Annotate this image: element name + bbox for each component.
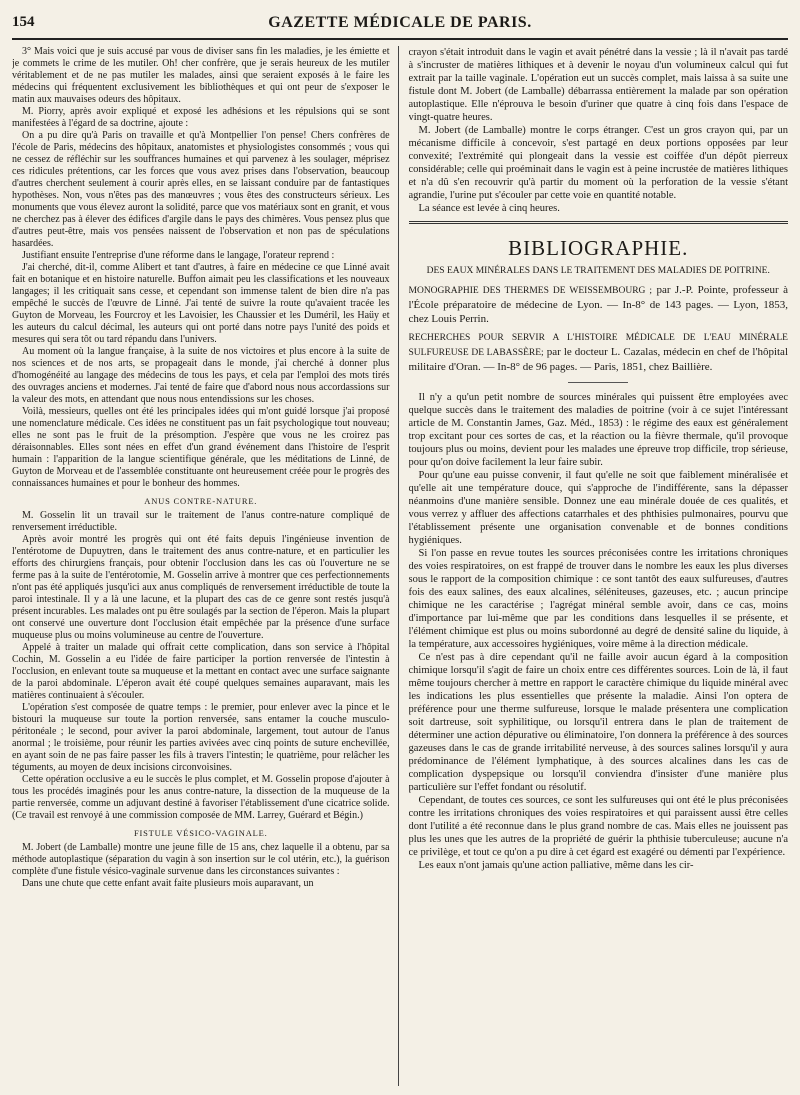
paragraph: Appelé à traiter un malade qui offrait cette complication, dans son service à l'hôpital Cochin, M. Gosselin a eu l'idée de faire participer la portion renversée de l'intestin à l'occlusion, en enlevant toute sa muqueuse et la mettant en contact avec une surface saignante de la paroi abdominale. L'éperon avait été coupé quelques semaines auparavant, mais les matières continuaient à s'écouler. — [12, 642, 390, 701]
paragraph: Il n'y a qu'un petit nombre de sources minérales qui puissent être employées avec quelque succès dans le traitement des maladies de poitrine (voir à ce sujet l'intéressant article de M. Constantin James, Gaz. Méd., 1853) : le régime des eaux est généralement trop excitant pour ces sortes de cas, et la réaction ou la fièvre thermale, qu'il provoque toujours plus ou moins, devient pour les malades une épreuve trop difficile, trop sérieuse, pour qu'on doive facilement la leur faire subir. — [408, 392, 788, 468]
paragraph: Pour qu'une eau puisse convenir, il faut qu'elle ne soit que faiblement minéralisée et qu'elle ait une température douce, qui s'approche de l'indifférente, sans la dépasser néanmoins d'une manière sensible. Donnez une eau minérale douée de ces qualités, et vous verrez y affluer des affections catarrhales et des phthisies pulmonaires, pourvu que l'établissement présente une organisation convenable et de bonnes conditions hygiéniques. — [408, 470, 788, 546]
paragraph: Justifiant ensuite l'entreprise d'une réforme dans le langage, l'orateur reprend : — [22, 250, 335, 261]
paragraph: Après avoir montré les progrès qui ont été faits depuis l'ingénieuse invention de l'entérotome de Dupuytren, dans le traitement des anus contre-nature, et en particulier les efforts des chirurgiens français, pour obtenir l'occlusion dans les cas où l'ouverture ne se ferme pas à la suite de l'entérotomie, M. Gosselin arrive à montrer que ces perfectionnements n'ont pas été appliqués jusqu'ici aux anus compliqués de renversement irréductible de toute la paroi intestinale. Il y a là une lacune, et la plupart des cas de ce genre sont restés jusqu'à présent incurables. Les malades ont pu être soulagés par la section de l'éperon. Mais la plupart ont conservé une ouverture dont l'occlusion était empêchée par la présence d'une surface muqueuse plus ou moins volumineuse au centre de l'ouverture. — [12, 534, 390, 641]
reference-details: par le docteur L. Cazalas, médecin en chef de l'hôpital militaire d'Oran. — In-8° de 96 pages. — Paris, 1851, chez Baillière. — [408, 346, 788, 373]
left-column — [12, 46, 399, 1086]
bibliographie-subtitle: DES EAUX MINÉRALES DANS LE TRAITEMENT DES MALADIES DE POITRINE. — [426, 266, 770, 276]
reference-details: par J.-P. Pointe, professeur à l'École préparatoire de médecine de Lyon. — In-8° de 143 pages. — Lyon, 1853, chez Louis Perrin. — [408, 284, 788, 325]
bibliographie-heading: BIBLIOGRAPHIE. — [409, 221, 788, 261]
paragraph: 3° Mais voici que je suis accusé par vous de diviser sans fin les maladies, je les émiette et je commets le crime de les mutiler. Oh! cher confrère, que je serais heureux de les mutiler véritablement et de ne pas mutiler les malades, ainsi que seraient exposés à le faire les médecins qui fréquentent exclusivement les bibliothèques et qui ont peur de s'exposer le matin aux mauvaises odeurs des hôpitaux. — [12, 46, 390, 105]
paragraph: On a pu dire qu'à Paris on travaille et qu'à Montpellier l'on pense! Chers confrères de l'école de Paris, médecins des hôpitaux, anatomistes et physiologistes consommés ; vous qui ne cessez de réfléchir sur les souffrances humaines et qui parvenez à les soulager, méprisez ces ridicules prétentions, car les forces que vous avez prises dans l'observation, beaucoup d'autres cherchent seulement à courir après elles, en se laissant conduire par de fantastiques hypothèses. Non, vous n'êtes pas des manœuvres ; vous êtes des constructeurs sérieux. Les monuments que vous élevez auront la solidité, parce que vos matériaux sont en granit, et vous ne cherchez pas à élever des édifices d'argile dans le pays des chimères. Vous pensez plus que d'autres peut-être, mais vos pensées naissent de l'observation et non pas de spéculations hasardées. — [12, 130, 390, 249]
paragraph: M. Piorry, après avoir expliqué et exposé les adhésions et les répulsions qui se sont manifestées à l'égard de sa doctrine, ajoute : — [12, 106, 390, 129]
divider — [568, 382, 628, 383]
section-heading-anus: ANUS CONTRE-NATURE. — [144, 496, 258, 506]
columns — [12, 46, 788, 1086]
section-heading-fistule: FISTULE VÉSICO-VAGINALE. — [133, 828, 268, 838]
paragraph: M. Jobert (de Lamballe) montre une jeune fille de 15 ans, chez laquelle il a obtenu, par sa méthode autoplastique (séparation du vagin à son insertion sur le col utérin, etc.), la guérison complète d'une fistule vésico-vaginale survenue dans les circonstances suivantes : — [12, 842, 390, 877]
paragraph: crayon s'était introduit dans le vagin et avait pénétré dans la vessie ; là il n'avait pas tardé à s'incruster de matières lithiques et à devenir le noyau d'un volumineux calcul qui fut extrait par la taille vaginale. L'opération eut un succès complet, mais laissa à sa suite une fistule dont M. Jobert (de Lamballe) débarrassa entièrement la malade par son opération autoplastique. Elle n'éprouva le besoin d'uriner que quatre à cinq fois dans l'espace de vingt-quatre heures. — [408, 47, 788, 123]
right-column — [409, 46, 788, 1086]
paragraph: Cette opération occlusive a eu le succès le plus complet, et M. Gosselin propose d'ajouter à tous les procédés imaginés pour les anus contre-nature, la dissection de la muqueuse de la partie renversée, comme un adjuvant destiné à favoriser l'établissement d'une cicatrice solide. (Ce travail est renvoyé à une commission composée de MM. Larrey, Guérard et Bégin.) — [12, 774, 390, 821]
paragraph: Les eaux n'ont jamais qu'une action palliative, même dans les cir- — [418, 860, 694, 871]
journal-title: GAZETTE MÉDICALE DE PARIS. — [268, 14, 532, 31]
paragraph: Voilà, messieurs, quelles ont été les principales idées qui m'ont guidé lorsque j'ai proposé une nomenclature médicale. Ces idées ne constituent pas un fait psychologique tout nouveau; elles ne sont pas le fruit de la présomption. J'espère que vous ne les croirez pas déraisonnables. Elles sont nées en effet d'un grand événement dans l'histoire de l'esprit humain : l'apparition de la langue scientifique générale, que les méditations de Linné, de Guyton de Morveau et de l'assemblée constituante ont heureusement créée pour le progrès des connaissances humaines et pour le bonheur des hommes. — [12, 406, 390, 489]
paragraph: Au moment où la langue française, à la suite de nos victoires et plus encore à la suite de nos sciences et de nos arts, se propageait dans le monde, j'ai cherché à donner plus d'homogénéité au langage des médecins de tous les pays, et cela par l'emploi des mots tirés des ouvrages anciens et modernes. J'ai tenté de faire que d'abord nous nous accordassions sur la valeur des mots, en attendant que nous nous entendissions sur les choses. — [12, 346, 390, 405]
paragraph: La séance est levée à cinq heures. — [418, 203, 560, 214]
paragraph: Dans une chute que cette enfant avait faite plusieurs mois auparavant, un — [22, 878, 314, 889]
page-header — [12, 14, 788, 40]
page-number: 154 — [12, 14, 35, 30]
paragraph: Ce n'est pas à dire cependant qu'il ne faille avoir aucun égard à la composition chimique lorsqu'il s'agit de faire un choix entre ces différentes sources. Loin de là, il faut même toujours chercher à mettre en rapport le caractère chimique du liquide minéral avec les indications les plus essentielles que présente la maladie. Ainsi l'on optera de préférence pour une therme sulfureuse, lorsque le malade présentera une complication soit dartreuse, soit syphilitique, ou lorsqu'il entrera dans le plan de traitement de déterminer une action dépurative ou éliminatoire, l'on donnera la préférence à des sources gazeuses dans le cas de grande irritabilité nerveuse, à des sources salines lorsqu'il y aura prédominance de l'élément lymphatique, à des sources alcalines dans les cas de complication dyspepsique ou lorsqu'il conviendra d'insister d'une manière plus particulière sur l'effet fondant ou résolutif. — [408, 652, 788, 793]
paragraph: M. Jobert (de Lamballe) montre le corps étranger. C'est un gros crayon qui, par un mécanisme difficile à concevoir, s'est partagé en deux portions opposées par leur convexité; l'extrémité qui plongeait dans la vessie est coiffée d'un dépôt pierreux considérable; celle qui proéminait dans le vagin est à peine incrustée de matières lithiques et n'a dû s'en recouvrir qu'à partir du moment où la perforation de la vessie s'étant agrandie, l'urine put s'écouler par cette voie en quantité notable. — [408, 125, 788, 201]
paragraph: M. Gosselin lit un travail sur le traitement de l'anus contre-nature compliqué de renversement irréductible. — [12, 510, 390, 533]
paragraph: Cependant, de toutes ces sources, ce sont les sulfureuses qui ont été le plus préconisées contre les irritations chroniques des voies respiratoires et qui paraissent aussi être celles dont l'utilité a été reconnue dans le plus grand nombre de cas. Mais elles ne jouissent pas plus les unes que les autres de la propriété de guérir la phthisie tuberculeuse; aucune n'a ce privilège, et tout ce qu'on a pu dire à cet égard est exagéré ou démenti par l'expérience. — [408, 795, 788, 858]
bibliography-reference — [409, 283, 788, 326]
bibliography-reference — [409, 330, 788, 374]
reference-title: RECHERCHES POUR SERVIR A L'HISTOIRE MÉDICALE DE L'EAU MINÉRALE SULFUREUSE DE LABASSÈRE; — [408, 333, 788, 358]
paragraph: Si l'on passe en revue toutes les sources préconisées contre les irritations chroniques des voies respiratoires, on est frappé de trouver dans le nombre les eaux les plus diverses sous le rapport de la composition chimique : ce sont tantôt des eaux sulfureuses, d'autres fois des eaux salines, des eaux alcalines, séléniteuses, gazeuses, etc. ; aucun principe chimique ne les caractérise ; l'agrégat minéral semble avoir, dans ce cas, moins d'importance par lui-même que par les conditions dans lesquelles il se présente, et l'élément chimique est plus ou moins subordonné au degré de densité saline du liquide, à la température, aux accessoires hygiéniques, voire même à la direction médicale. — [408, 548, 788, 650]
paragraph: L'opération s'est composée de quatre temps : le premier, pour enlever avec la pince et le bistouri la muqueuse sur toute la portion renversée, sans entamer la couche musculo-péritonéale ; le second, pour aviver la paroi abdominale, largement, tout autour de l'anus anormal ; le troisième, pour réunir les parties avivées avec cinq points de suture enchevillée, en ayant soin de ne pas faire passer les fils à travers l'intestin; le quatrième, pour relâcher les téguments, au moyen de deux incisions circonvoisines. — [12, 702, 390, 773]
paragraph: J'ai cherché, dit-il, comme Alibert et tant d'autres, à faire en médecine ce que Linné avait fait en botanique et en histoire naturelle. Buffon aimait peu les classifications et les nouveaux langages; il les critiquait sans cesse, et cependant son immense talent de bien dire n'a pas empêché le succès de l'œuvre de Linné. J'ai tenté de suivre la route qu'avaient tracée les Guyton de Morveau, les Fourcroy et les Lavoisier, les Chaussier et les Duméril, les Haüy et les auteurs du calcul décimal, les auteurs qui ont porté dans notre pays l'unité des poids et mesures qui sera tôt ou tard répandu dans l'univers. — [12, 262, 390, 345]
reference-title: MONOGRAPHIE DES THERMES DE WEISSEMBOURG ; — [408, 286, 653, 296]
